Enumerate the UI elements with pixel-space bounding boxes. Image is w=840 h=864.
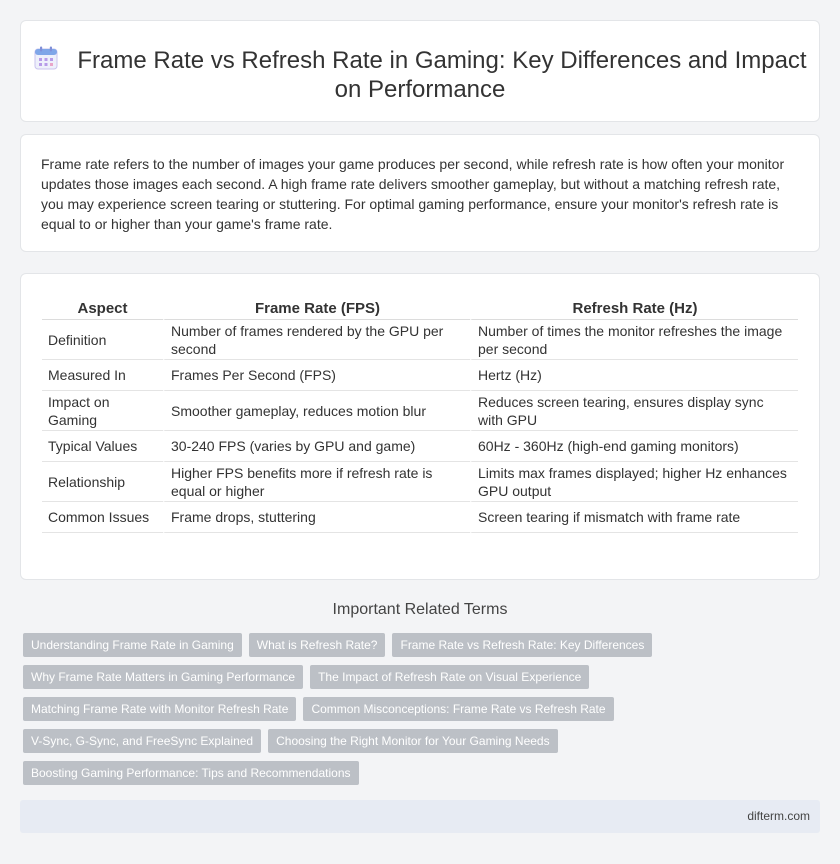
title-card [20,20,820,122]
table-row [42,360,798,391]
related-term-tag[interactable]: Why Frame Rate Matters in Gaming Performance [23,665,303,689]
row-frame-rate: Number of frames rendered by the GPU per second [163,320,470,360]
tag-row [23,761,823,785]
footer-site-link[interactable]: difterm.com [747,809,810,823]
table-row [42,462,798,502]
tag-row [23,729,823,753]
related-terms-heading: Important Related Terms [332,601,508,618]
row-refresh-rate: Hertz (Hz) [470,360,798,391]
row-aspect: Measured In [42,360,163,391]
row-refresh-rate: Limits max frames displayed; higher Hz enhances GPU output [470,462,798,502]
intro-card [20,134,820,252]
row-refresh-rate: Screen tearing if mismatch with frame rate [470,502,798,533]
row-aspect: Relationship [42,462,163,502]
column-header-aspect: Aspect [42,294,163,320]
row-aspect: Typical Values [42,431,163,462]
row-aspect: Impact on Gaming [42,391,163,431]
related-term-tag[interactable]: Boosting Gaming Performance: Tips and Recommendations [23,761,359,785]
table-row [42,431,798,462]
related-term-tag[interactable]: Choosing the Right Monitor for Your Gaming Needs [268,729,558,753]
row-refresh-rate: Number of times the monitor refreshes the image per second [470,320,798,360]
related-term-tag[interactable]: Frame Rate vs Refresh Rate: Key Differences [392,633,652,657]
related-terms-list [23,633,823,793]
row-refresh-rate: 60Hz - 360Hz (high-end gaming monitors) [470,431,798,462]
column-header-refresh-rate: Refresh Rate (Hz) [470,294,798,320]
row-aspect: Common Issues [42,502,163,533]
page-title-wrap [21,45,819,104]
row-frame-rate: 30-240 FPS (varies by GPU and game) [163,431,470,462]
tag-row [23,633,823,657]
table-row [42,391,798,431]
comparison-table-card [20,273,820,580]
tag-row [23,697,823,721]
table-header-row [42,294,798,320]
comparison-table [42,294,798,533]
related-term-tag[interactable]: Common Misconceptions: Frame Rate vs Refresh Rate [303,697,613,721]
row-refresh-rate: Reduces screen tearing, ensures display sync with GPU [470,391,798,431]
row-frame-rate: Smoother gameplay, reduces motion blur [163,391,470,431]
footer [20,800,820,833]
page-title: Frame Rate vs Refresh Rate in Gaming: Key Differences and Impact on Performance [77,47,807,103]
table-row [42,502,798,533]
row-frame-rate: Frames Per Second (FPS) [163,360,470,391]
calendar-icon [33,45,59,71]
related-term-tag[interactable]: What is Refresh Rate? [249,633,386,657]
row-aspect: Definition [42,320,163,360]
column-header-frame-rate: Frame Rate (FPS) [163,294,470,320]
related-term-tag[interactable]: Matching Frame Rate with Monitor Refresh Rate [23,697,296,721]
intro-paragraph: Frame rate refers to the number of images your game produces per second, while refresh rate is how often your monitor updates those images each second. A high frame rate delivers smoother gameplay, but without a matching refresh rate, you may experience screen tearing or stuttering. For optimal gaming performance, ensure your monitor's refresh rate is equal to or higher than your game's frame rate. [41,156,785,232]
row-frame-rate: Higher FPS benefits more if refresh rate is equal or higher [163,462,470,502]
related-term-tag[interactable]: The Impact of Refresh Rate on Visual Experience [310,665,589,689]
row-frame-rate: Frame drops, stuttering [163,502,470,533]
table-row [42,320,798,360]
related-term-tag[interactable]: Understanding Frame Rate in Gaming [23,633,242,657]
tag-row [23,665,823,689]
related-term-tag[interactable]: V-Sync, G-Sync, and FreeSync Explained [23,729,261,753]
